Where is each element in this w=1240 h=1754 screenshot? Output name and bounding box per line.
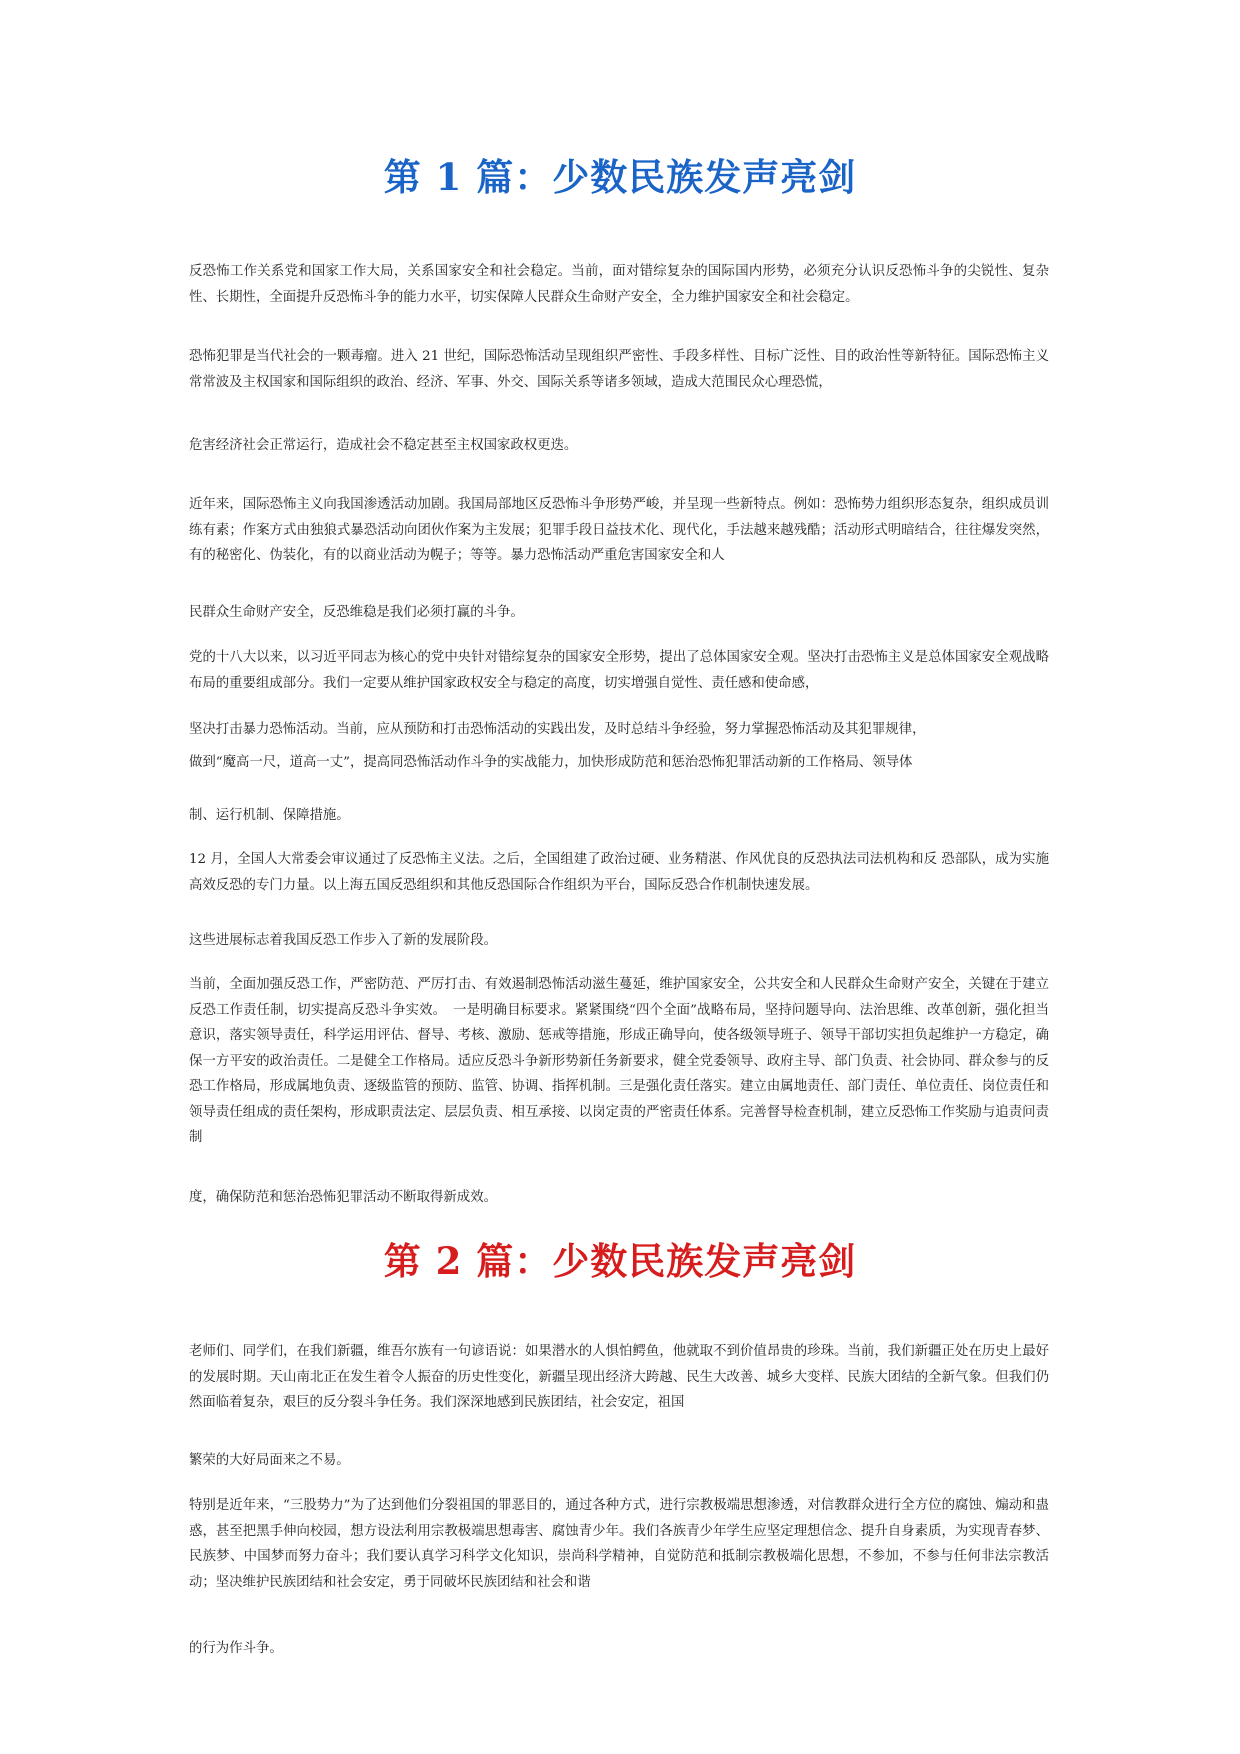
article-1-paragraph-5: 民群众生命财产安全，反恐维稳是我们必须打赢的斗争。 — [189, 605, 524, 620]
article-2-paragraph-3: 特别是近年来，“三股势力”为了达到他们分裂祖国的罪恶目的，通过各种方式，进行宗教极端思想渗透，对信教群众进行全方位的腐蚀、煽动和蛊惑，甚至把黑手伸向校园，想方设法利用宗教极端思想毒害、腐蚀青少年。我们各族青少年学生应坚定理想信念、提升自身素质，为实现青春梦、民族梦、中国梦而努力奋斗；我们要认真学习科学文化知识，崇尚科学精神，自觉防范和抵制宗教极端化思想，不参加，不参与任何非法宗教活动；坚决维护民族团结和社会安定，勇于同破坏民族团结和社会和谐 — [189, 1498, 1049, 1590]
article-1-paragraph-8: 做到“魔高一尺，道高一丈”，提高同恐怖活动作斗争的实战能力，加快形成防范和惩治恐怖犯罪活动新的工作格局、领导体 — [189, 755, 913, 770]
article-2-paragraph-2: 繁荣的大好局面来之不易。 — [189, 1453, 350, 1468]
article-1-paragraph-6: 党的十八大以来，以习近平同志为核心的党中央针对错综复杂的国家安全形势，提出了总体国家安全观。坚决打击恐怖主义是总体国家安全观战略布局的重要组成部分。我们一定要从维护国家政权安全与稳定的高度，切实增强自觉性、责任感和使命感， — [189, 650, 1049, 691]
article-1-paragraph-11: 这些进展标志着我国反恐工作步入了新的发展阶段。 — [189, 933, 497, 948]
article-1-paragraph-13: 度，确保防范和惩治恐怖犯罪活动不断取得新成效。 — [189, 1190, 497, 1205]
article-1-paragraph-2: 恐怖犯罪是当代社会的一颗毒瘤。进入 21 世纪，国际恐怖活动呈现组织严密性、手段多样性、目标广泛性、目的政治性等新特征。国际恐怖主义常常波及主权国家和国际组织的政治、经济、军事、外交、国际关系等诸多领域，造成大范围民众心理恐慌， — [189, 349, 1049, 390]
article-1-paragraph-4: 近年来，国际恐怖主义向我国渗透活动加剧。我国局部地区反恐怖斗争形势严峻，并呈现一些新特点。例如：恐怖势力组织形态复杂，组织成员训练有素；作案方式由独狼式暴恐活动向团伙作案为主发展；犯罪手段日益技术化、现代化，手法越来越残酷；活动形式明暗结合，往往爆发突然，有的秘密化、伪装化，有的以商业活动为幌子；等等。暴力恐怖活动严重危害国家安全和人 — [189, 497, 1049, 563]
article-1-paragraph-7: 坚决打击暴力恐怖活动。当前，应从预防和打击恐怖活动的实践出发，及时总结斗争经验，努力掌握恐怖活动及其犯罪规律， — [189, 722, 926, 737]
article-1-paragraph-12: 当前，全面加强反恐工作，严密防范、严厉打击、有效遏制恐怖活动滋生蔓延，维护国家安全，公共安全和人民群众生命财产安全，关键在于建立反恐工作责任制，切实提高反恐斗争实效。 一是明确目标要求。紧紧围绕“四个全面”战略布局，坚持问题导向、法治思维、改革创新，强化担当意识，落实领导责任，科学运用评估、督导、考核、激励、惩戒等措施，形成正确导向，使各级领导班子、领导干部切实担负起维护一方稳定，确保一方平安的政治责任。二是健全工作格局。适应反恐斗争新形势新任务新要求，健全党委领导、政府主导、部门负责、社会协同、群众参与的反恐工作格局，形成属地负责、逐级监管的预防、监管、协调、指挥机制。三是强化责任落实。建立由属地责任、部门责任、单位责任、岗位责任和领导责任组成的责任架构，形成职责法定、层层负责、相互承接、以岗定责的严密责任体系。完善督导检查机制，建立反恐怖工作奖励与追责问责制 — [189, 977, 1049, 1145]
article-1-title: 第 1 篇：少数民族发声亮剑 — [383, 155, 857, 199]
article-2-paragraph-1: 老师们、同学们，在我们新疆，维吾尔族有一句谚语说：如果潜水的人惧怕鳄鱼，他就取不到价值昂贵的珍珠。当前，我们新疆正处在历史上最好的发展时期。天山南北正在发生着令人振奋的历史性变化，新疆呈现出经济大跨越、民生大改善、城乡大变样、民族大团结的全新气象。但我们仍然面临着复杂，艰巨的反分裂斗争任务。我们深深地感到民族团结，社会安定，祖国 — [189, 1344, 1049, 1410]
article-1-paragraph-10: 12 月，全国人大常委会审议通过了反恐怖主义法。之后，全国组建了政治过硬、业务精湛、作风优良的反恐执法司法机构和反 恐部队，成为实施高效反恐的专门力量。以上海五国反恐组织和其他反恐国际合作组织为平台，国际反恐合作机制快速发展。 — [189, 852, 1049, 893]
article-2-title: 第 2 篇：少数民族发声亮剑 — [383, 1239, 857, 1283]
article-1-paragraph-9: 制、运行机制、保障措施。 — [189, 808, 350, 823]
article-1-paragraph-3: 危害经济社会正常运行，造成社会不稳定甚至主权国家政权更迭。 — [189, 438, 578, 453]
article-2-paragraph-4: 的行为作斗争。 — [189, 1641, 283, 1656]
article-1-paragraph-1: 反恐怖工作关系党和国家工作大局，关系国家安全和社会稳定。当前，面对错综复杂的国际国内形势，必须充分认识反恐怖斗争的尖锐性、复杂性、长期性，全面提升反恐怖斗争的能力水平，切实保障人民群众生命财产安全，全力维护国家安全和社会稳定。 — [189, 264, 1049, 305]
